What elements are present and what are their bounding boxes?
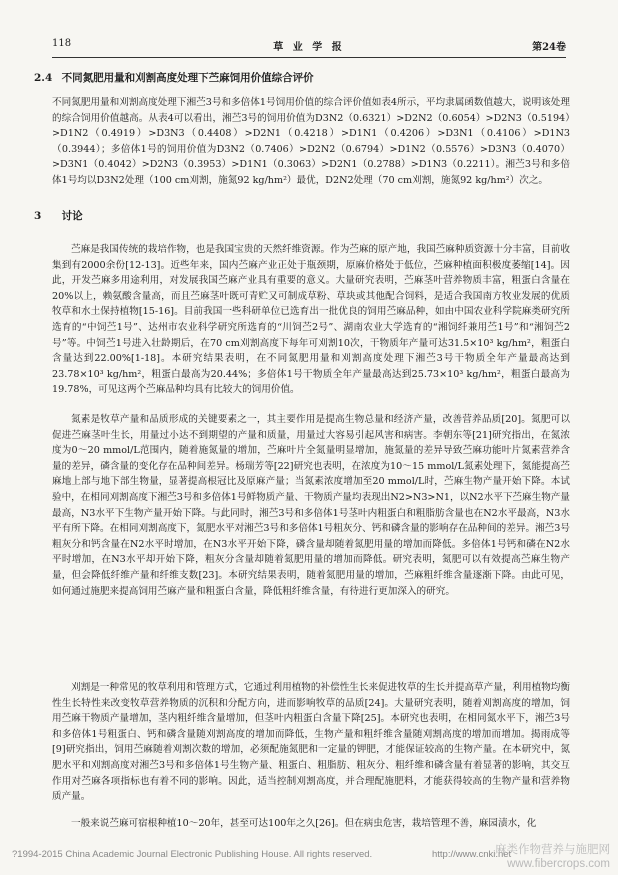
header-rule bbox=[52, 57, 566, 58]
copyright-notice: ?1994-2015 China Academic Journal Electronic Publishing House. All rights reserved. bbox=[12, 849, 373, 860]
section-title: 不同氮肥用量和刈割高度处理下苎麻饲用价值综合评价 bbox=[61, 72, 314, 84]
section-heading-3 bbox=[34, 208, 83, 223]
cnki-link[interactable]: http://www.cnki.net bbox=[432, 849, 512, 860]
volume-label: 第24卷 bbox=[532, 42, 566, 53]
paragraph-cutting: 刈割是一种常见的牧草利用和管理方式，它通过利用植物的补偿性生长来促进牧草的生长并提高草产量，利用植物均衡性生长特性来改变牧草营养物质的沉积和分配方向，进而影响牧草的品质[24]。大量研究表明，随着刈割高度的增加，饲用苎麻干物质产量增加，茎内粗纤维含量增加，但茎叶内粗蛋白含量下降[25]。本研究也表明，在相同氮水平下，湘苎3号和多倍体1号粗蛋白、钙和磷含量随刈割高度的增加而降低，生物产量和粗纤维含量随刈割高度的增加而增加。揭雨成等[9]研究指出，饲用苎麻随着刈割次数的增加，必须配施氮肥和一定量的钾肥，才能保证较高的生物产量。在本研究中，氮肥水平和刈割高度对湘苎3号和多倍体1号生物产量、粗蛋白、粗脂肪、粗灰分、粗纤维和磷含量有着显著的影响，其交互作用对苎麻各项指标也有着不同的影响。因此，适当控制刈割高度，并合理配施肥料，才能获得较高的生物产量和营养物质产量。 bbox=[52, 682, 570, 803]
watermark-chinese: 麻类作物营养与施肥网 bbox=[495, 844, 610, 856]
section-number: 2.4 bbox=[34, 72, 53, 84]
journal-title: 草 业 学 报 bbox=[273, 42, 345, 53]
page-number: 118 bbox=[52, 38, 72, 49]
paragraph-perennial: 一般来说苎麻可宿根种植10～20年，甚至可达100年之久[26]。但在病虫危害，栽培管理不善，麻园渍水，化 bbox=[71, 818, 537, 829]
paragraph-ramie-background: 苎麻是我国传统的栽培作物，也是我国宝贵的天然纤维资源。作为苎麻的原产地，我国苎麻种质资源十分丰富，目前收集到有2000余份[12-13]。近些年来，国内苎麻产业正处于瓶颈期，原麻价格处于低位，苎麻种植面积极度萎缩[14]。因此，开发苎麻多用途利用，对发展我国苎麻产业具有重要的意义。大量研究表明，苎麻茎叶营养物质丰富，粗蛋白含量在20%以上，赖氨酸含量高，而且苎麻茎叶既可青贮又可制成草粉、草块或其他配合饲料，是适合我国南方牧业发展的优质牧草和水土保持植物[15-16]。目前我国一些科研单位已选育出一批优良的饲用苎麻品种，如由中国农业科学院麻类研究所选育的“中饲苎1号”、达州市农业科学研究所选育的“川饲苎2号”、湖南农业大学选育的“湘饲纤兼用苎1号”和“湘饲苎2号”等。中饲苎1号进入壮龄期后，在70 cm刈割高度下每年可刈割10次，干物质年产量可达31.5×10³ kg/hm²，粗蛋白含量达到22.00%[1-18]。本研究结果表明，在不同氮肥用量和刈割高度处理下湘苎3号干物质全年产量最高达到23.78×10³ kg/hm²，粗蛋白最高为20.44%；多倍体1号干物质全年产量最高达到25.73×10³ kg/hm²，粗蛋白最高为19.78%，可见这两个苎麻品种均具有比较大的饲用价值。 bbox=[52, 244, 570, 396]
section-title: 讨论 bbox=[61, 210, 83, 222]
running-header bbox=[52, 38, 566, 54]
paragraph-evaluation: 不同氮肥用量和刈割高度处理下湘苎3号和多倍体1号饲用价值的综合评价值如表4所示，平均隶属函数值越大，说明该处理的综合饲用价值越高。从表4可以看出，湘苎3号的饲用价值为D3N2（0.6321）>D2N2（0.6054）>D2N3（0.5194）>D1N2（0.4919）>D3N3（0.4408）>D2N1（0.4218）>D1N1（0.4206）>D3N1（0.4106）>D1N3（0.3944）；多倍体1号的饲用价值为D3N2（0.7406）>D2N2（0.6794）>D1N2（0.5576）>D3N3（0.4070）>D3N1（0.4042）>D2N3（0.3953）>D1N1（0.3063）>D2N1（0.2788）>D1N3（0.2211）。湘苎3号和多倍体1号均以D3N2处理（100 cm刈割，施氮92 kg/hm²）最优，D2N2处理（70 cm刈割，施氮92 kg/hm²）次之。 bbox=[52, 97, 570, 186]
section-number: 3 bbox=[34, 210, 42, 222]
watermark bbox=[495, 843, 610, 871]
section-heading-2-4 bbox=[34, 70, 314, 85]
watermark-url: www.fibercrops.com bbox=[507, 858, 610, 870]
paragraph-nitrogen: 氮素是牧草产量和品质形成的关键要素之一，其主要作用是提高生物总量和经济产量，改善营养品质[20]。氮肥可以促进苎麻茎叶生长，用量过小达不到期望的产量和质量，用量过大容易引起风害和病害。李朝东等[21]研究指出，在氮浓度为0～20 mmol/L范围内，随着施氮量的增加，苎麻叶片全氮量明显增加，施氮量的差异导致苎麻功能叶片氮素营养含量的差异，磷含量的变化存在品种间差异。杨瑞芳等[22]研究也表明，在浓度为10～15 mmol/L氮素处理下，氮能提高苎麻地上部与地下部生物量，显著提高根冠比及原麻产量；当氮素浓度增加至20 mmol/L时，苎麻生物产量开始下降。本试验中，在相同刈割高度下湘苎3号和多倍体1号鲜物质产量、干物质产量均表现出N2>N3>N1，以N2水平下苎麻生物产量最高，N3水平下生物产量开始下降。与此同时，湘苎3号和多倍体1号茎叶内粗蛋白和粗脂肪含量也在N2水平最高，N3水平有所下降。在相同刈割高度下，氮肥水平对湘苎3号和多倍体1号粗灰分、钙和磷含量的影响存在品种间的差异。湘苎3号粗灰分和钙含量在N2水平时增加，在N3水平开始下降，磷含量却随着氮肥用量的增加而降低。多倍体1号钙和磷在N2水平时增加，在N3水平却开始下降，粗灰分含量却随着氮肥用量的增加而降低。研究表明，氮肥可以有效提高苎麻生物产量，但会降低纤维产量和纤维支数[23]。本研究结果表明，随着氮肥用量的增加，苎麻粗纤维含量逐渐下降。由此可见，如何通过施肥来提高饲用苎麻产量和粗蛋白含量，降低粗纤维含量，有待进行更加深入的研究。 bbox=[52, 414, 570, 597]
